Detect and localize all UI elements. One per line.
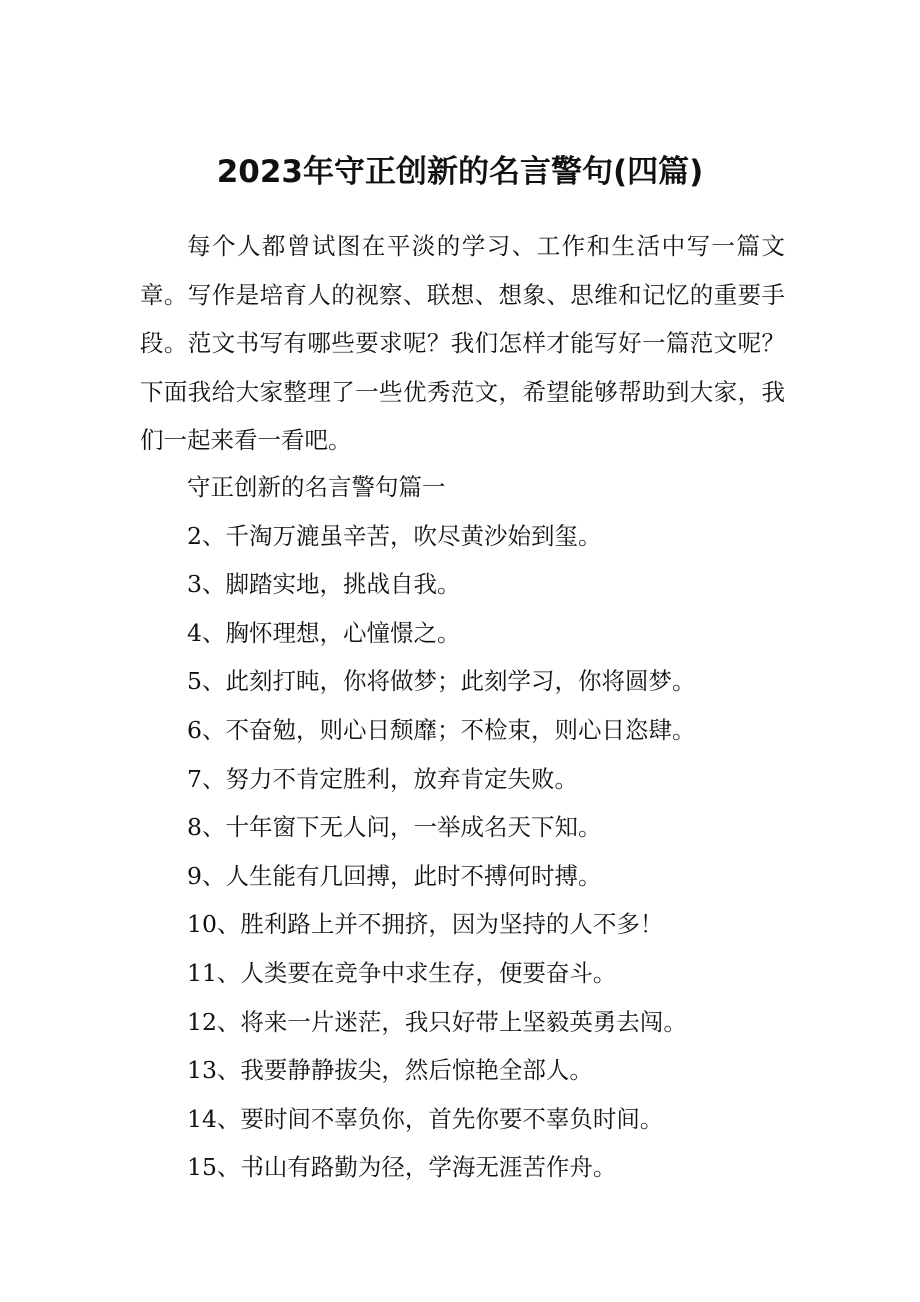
section-heading: 守正创新的名言警句篇一 (187, 473, 446, 501)
quote-line: 3、脚踏实地，挑战自我。 (187, 570, 461, 599)
quote-line: 13、我要静静拔尖，然后惊艳全部人。 (187, 1056, 593, 1085)
quote-line: 10、胜利路上并不拥挤，因为坚持的人不多！ (187, 910, 664, 939)
quote-line: 4、胸怀理想，心憧憬之。 (187, 618, 461, 647)
quote-line: 6、不奋勉，则心日颓靡；不检束，则心日恣肆。 (187, 715, 696, 744)
quote-line: 8、十年窗下无人问，一举成名天下知。 (187, 813, 602, 842)
quote-line: 9、人生能有几回搏，此时不搏何时搏。 (187, 861, 602, 890)
quote-line: 14、要时间不辜负你，首先你要不辜负时间。 (187, 1104, 664, 1133)
quote-line: 12、将来一片迷茫，我只好带上坚毅英勇去闯。 (187, 1007, 687, 1036)
document-title: 2023年守正创新的名言警句(四篇) (216, 154, 704, 190)
quote-line: 7、努力不肯定胜利，放弃肯定失败。 (187, 764, 578, 793)
quote-line: 2、千淘万漉虽辛苦，吹尽黄沙始到玺。 (187, 521, 602, 550)
quote-line: 15、书山有路勤为径，学海无涯苦作舟。 (187, 1153, 617, 1182)
quote-line: 5、此刻打盹，你将做梦；此刻学习，你将圆梦。 (187, 667, 696, 696)
quote-line: 11、人类要在竞争中求生存，便要奋斗。 (187, 958, 617, 987)
intro-paragraph: 每个人都曾试图在平淡的学习、工作和生活中写一篇文章。写作是培育人的视察、联想、想象、思维和记忆的重要手段。范文书写有哪些要求呢？我们怎样才能写好一篇范文呢？下面我给大家整理了一些优秀范文，希望能够帮助到大家，我们一起来看一看吧。 (140, 232, 785, 455)
content-lines (187, 463, 695, 1192)
